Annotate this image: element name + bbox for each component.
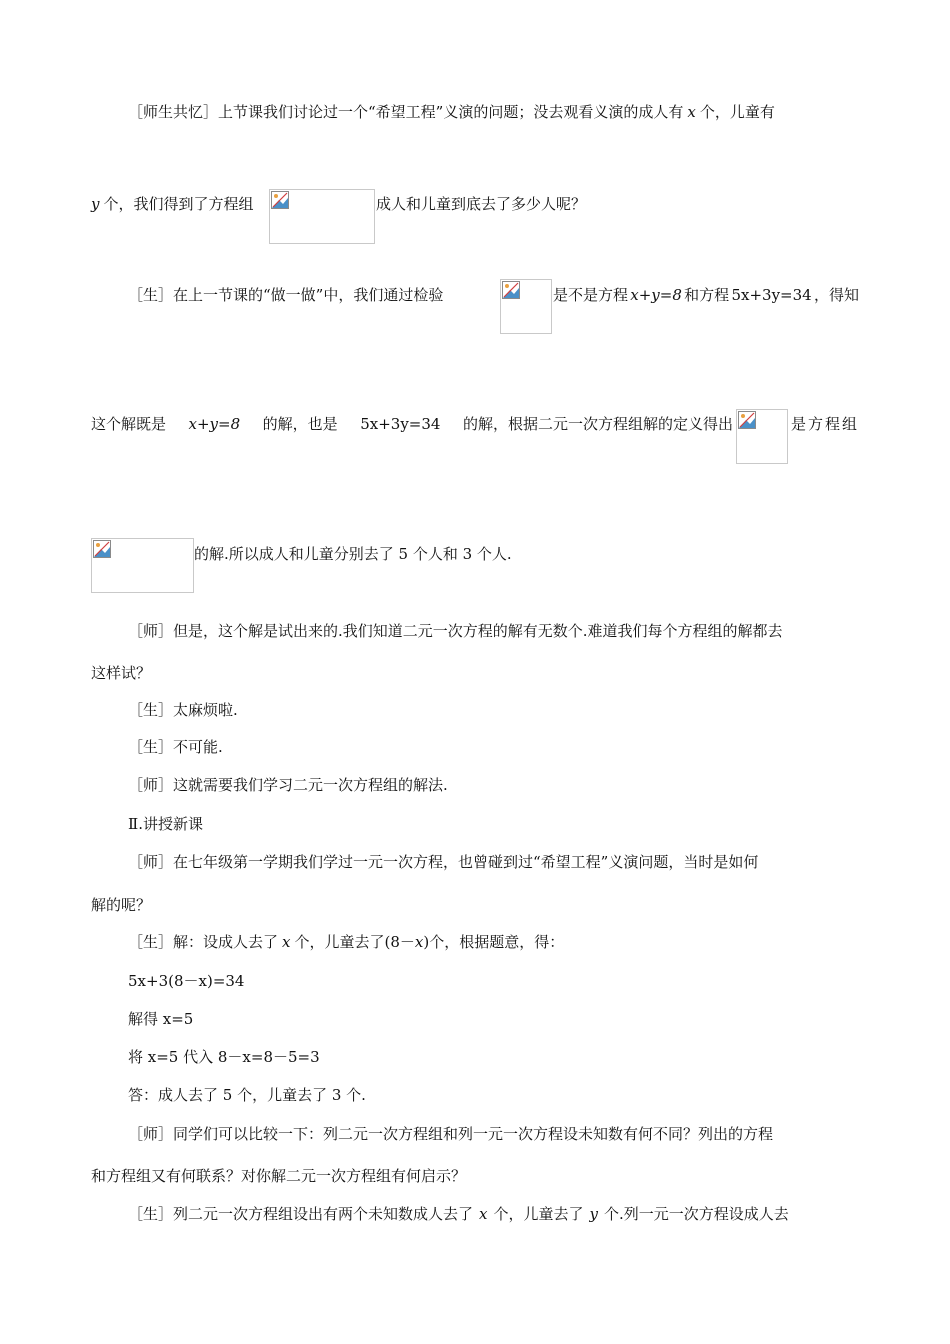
paragraph-2-line-3: 的解.所以成人和儿童分别去了 5 个人和 3 个人.: [194, 545, 512, 563]
solve-line: 解得 x=5: [128, 1010, 194, 1028]
paragraph-1-line-2: y 个，我们得到了方程组: [91, 195, 254, 213]
paragraph-4: ［生］太麻烦啦.: [128, 701, 238, 719]
answer-line: 答：成人去了 5 个，儿童去了 3 个.: [128, 1086, 366, 1104]
paragraph-10: ［生］列二元一次方程组设出有两个未知数成人去了 x 个，儿童去了 y 个.列一元一次方程设成人去: [128, 1205, 789, 1223]
solution-image-2: [736, 409, 788, 464]
paragraph-7-line-1: ［师］在七年级第一学期我们学过一元一次方程，也曾碰到过“希望工程”义演问题，当时是如何: [128, 853, 759, 871]
paragraph-9-line-2: 和方程组又有何联系？对你解二元一次方程组有何启示？: [91, 1167, 467, 1185]
equation-system-image: [269, 189, 375, 244]
paragraph-6: ［师］这就需要我们学习二元一次方程组的解法.: [128, 776, 448, 794]
broken-image-icon: [271, 191, 289, 209]
equation-system-image-2: [91, 538, 194, 593]
paragraph-5: ［生］不可能.: [128, 738, 223, 756]
paragraph-2-line-2-tail: 是方程组: [790, 415, 859, 433]
paragraph-2-line-1-tail: 是不是方程 x+y=8 和方程 5x+3y=34 ，得知: [553, 286, 859, 304]
solution-image: [500, 279, 552, 334]
paragraph-3-line-2: 这样试？: [91, 664, 152, 682]
paragraph-7-line-2: 解的呢？: [91, 896, 152, 914]
paragraph-3-line-1: ［师］但是，这个解是试出来的.我们知道二元一次方程的解有无数个.难道我们每个方程组的解都去: [128, 622, 783, 640]
paragraph-1-line-1: ［师生共忆］上节课我们讨论过一个“希望工程”义演的问题；没去观看义演的成人有 x 个，儿童有: [128, 103, 775, 121]
broken-image-icon: [502, 281, 520, 299]
paragraph-2-line-2: 这个解既是 x+y=8 的解，也是 5x+3y=34 的解，根据二元一次方程组解的定义得出: [91, 415, 733, 433]
section-heading: Ⅱ.讲授新课: [128, 815, 203, 833]
paragraph-9-line-1: ［师］同学们可以比较一下：列二元一次方程组和列一元一次方程设未知数有何不同？列出的方程: [128, 1125, 774, 1143]
equation-line: 5x+3(8－x)=34: [128, 972, 245, 990]
paragraph-1-line-2-tail: 成人和儿童到底去了多少人呢？: [376, 195, 587, 213]
broken-image-icon: [738, 411, 756, 429]
broken-image-icon: [93, 540, 111, 558]
paragraph-8: ［生］解：设成人去了 x 个，儿童去了(8－x)个，根据题意，得：: [128, 933, 565, 951]
substitute-line: 将 x=5 代入 8－x=8－5=3: [128, 1048, 320, 1066]
paragraph-2-line-1-head: ［生］在上一节课的“做一做”中，我们通过检验: [128, 286, 444, 304]
